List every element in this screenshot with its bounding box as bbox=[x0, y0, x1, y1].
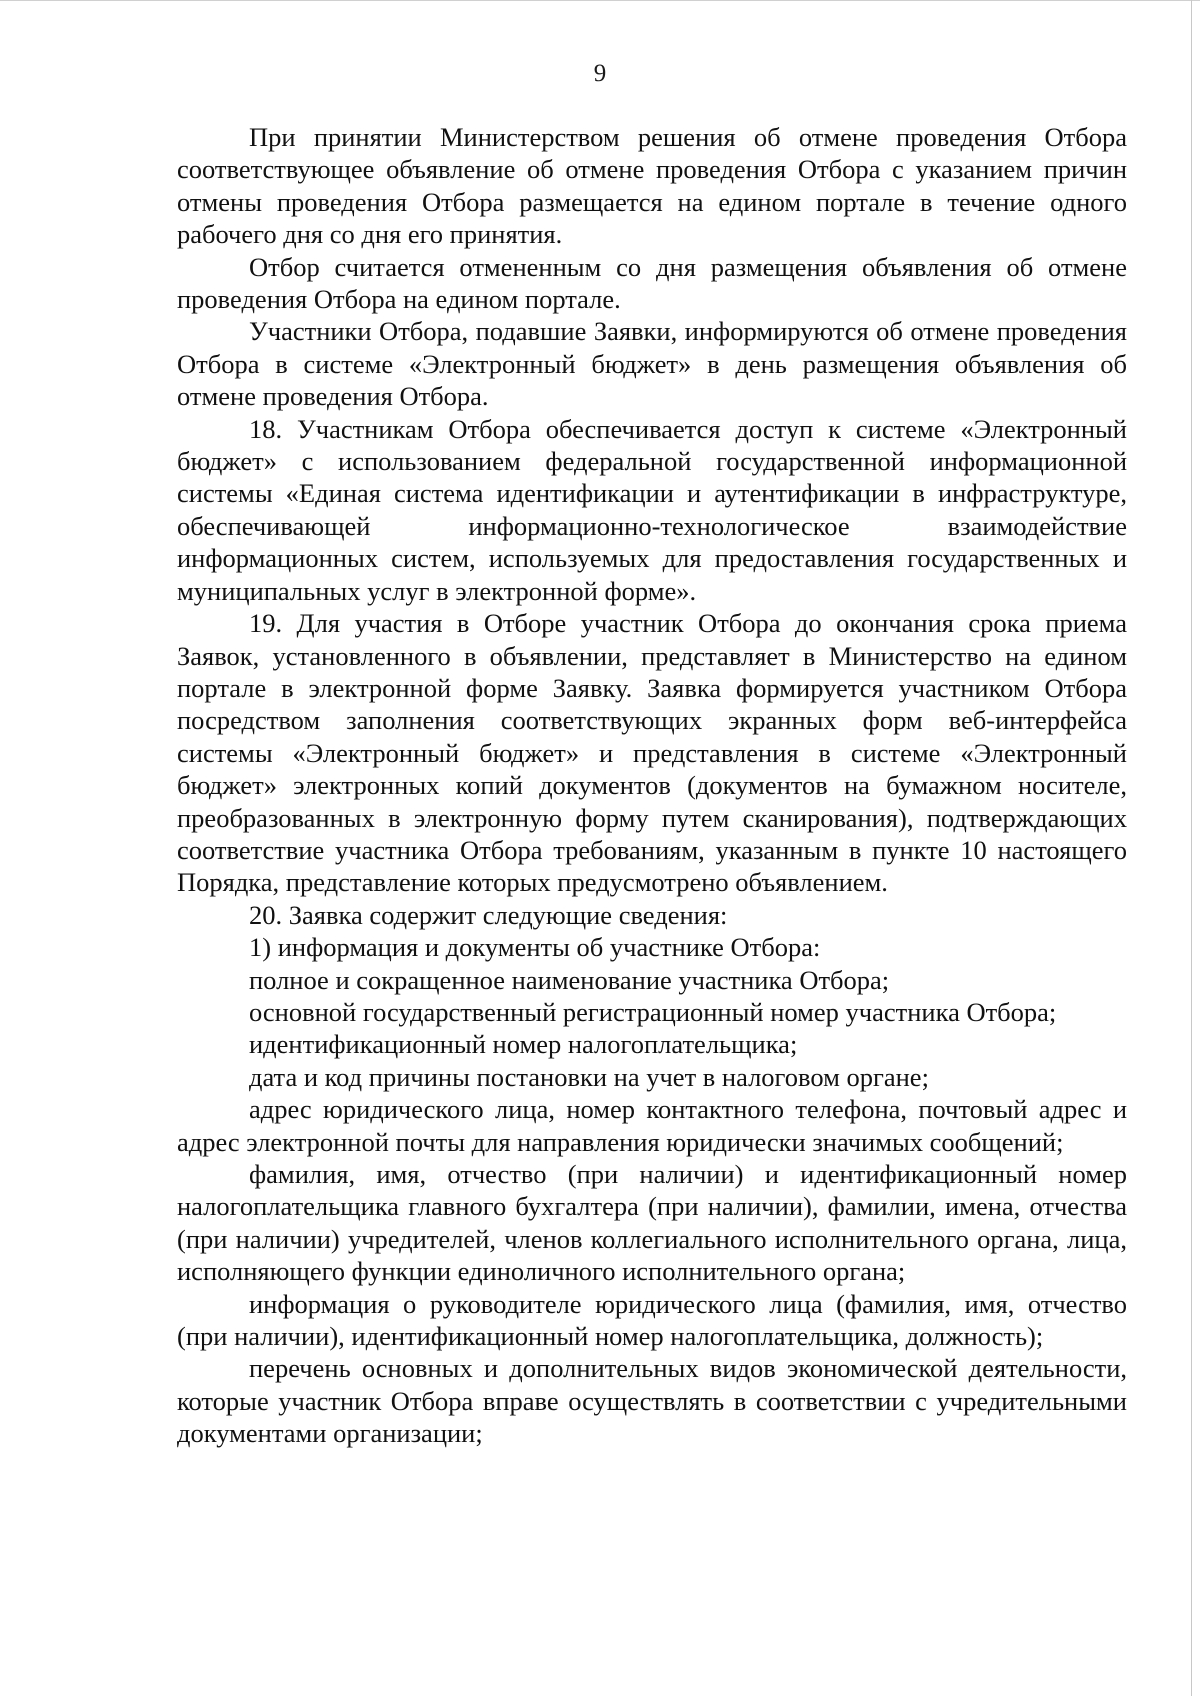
list-item-full-name: полное и сокращенное наименование участника Отбора; bbox=[249, 964, 890, 995]
paragraph-item-19: 19. Для участия в Отборе участник Отбора до окончания срока приема Заявок, установленного в объявлении, представляет в Министерство на едином портале в электронной форме Заявку. Заявка формируется участником Отбора посредством заполнения соответствующих экранных форм веб-интерфейса системы «Электронный бюджет» и представления в системе «Электронный бюджет» электронных копий документов (документов на бумажном носителе, преобразованных в электронную форму путем сканирования), подтверждающих соответствие участника Отбора требованиям, указанным в пункте 10 настоящего Порядка, представление которых предусмотрено объявлением. bbox=[177, 608, 1127, 898]
list-item-director: информация о руководителе юридического лица (фамилия, имя, отчество (при наличии), идентификационный номер налогоплательщика, должность); bbox=[177, 1288, 1127, 1352]
paragraph-item-20: 20. Заявка содержит следующие сведения: bbox=[249, 899, 728, 930]
paragraph-cancel-effective: Отбор считается отмененным со дня размещения объявления об отмене проведения Отбора на едином портале. bbox=[177, 251, 1127, 315]
paragraph-subitem-1: 1) информация и документы об участнике Отбора: bbox=[249, 932, 821, 963]
list-item-address: адрес юридического лица, номер контактного телефона, почтовый адрес и адрес электронной почты для направления юридически значимых сообщений; bbox=[177, 1094, 1127, 1157]
scan-edge-right bbox=[1191, 0, 1192, 1696]
list-item-kpp: дата и код причины постановки на учет в налоговом органе; bbox=[249, 1061, 929, 1092]
list-item-okved: перечень основных и дополнительных видов экономической деятельности, которые участник Отбора вправе осуществлять в соответствии с учредительными документами организации; bbox=[177, 1353, 1127, 1449]
page-number: 9 bbox=[593, 60, 607, 87]
paragraph-cancel-announcement: При принятии Министерством решения об отмене проведения Отбора соответствующее объявление об отмене проведения Отбора с указанием причин отмены проведения Отбора размещается на едином портале в течение одного рабочего дня со дня его принятия. bbox=[177, 122, 1127, 250]
list-item-ogrn: основной государственный регистрационный номер участника Отбора; bbox=[249, 996, 1057, 1027]
scan-edge-top bbox=[0, 0, 1200, 1]
document-body bbox=[177, 121, 1127, 1450]
paragraph-participants-informed: Участники Отбора, подавшие Заявки, информируются об отмене проведения Отбора в системе «Электронный бюджет» в день размещения объявления об отмене проведения Отбора. bbox=[177, 316, 1127, 412]
paragraph-item-18: 18. Участникам Отбора обеспечивается доступ к системе «Электронный бюджет» с использованием федеральной государственной информационной системы «Единая система идентификации и аутентификации в инфраструктуре, обеспечивающей информационно-технологическое взаимодействие информационных систем, используемых для предоставления государственных и муниципальных услуг в электронной форме». bbox=[177, 413, 1127, 606]
list-item-accountant-founders: фамилия, имя, отчество (при наличии) и идентификационный номер налогоплательщика главного бухгалтера (при наличии), фамилии, имена, отчества (при наличии) учредителей, членов коллегиального исполнительного органа, лица, исполняющего функции единоличного исполнительного органа; bbox=[177, 1159, 1127, 1287]
list-item-inn: идентификационный номер налогоплательщика; bbox=[249, 1029, 798, 1060]
